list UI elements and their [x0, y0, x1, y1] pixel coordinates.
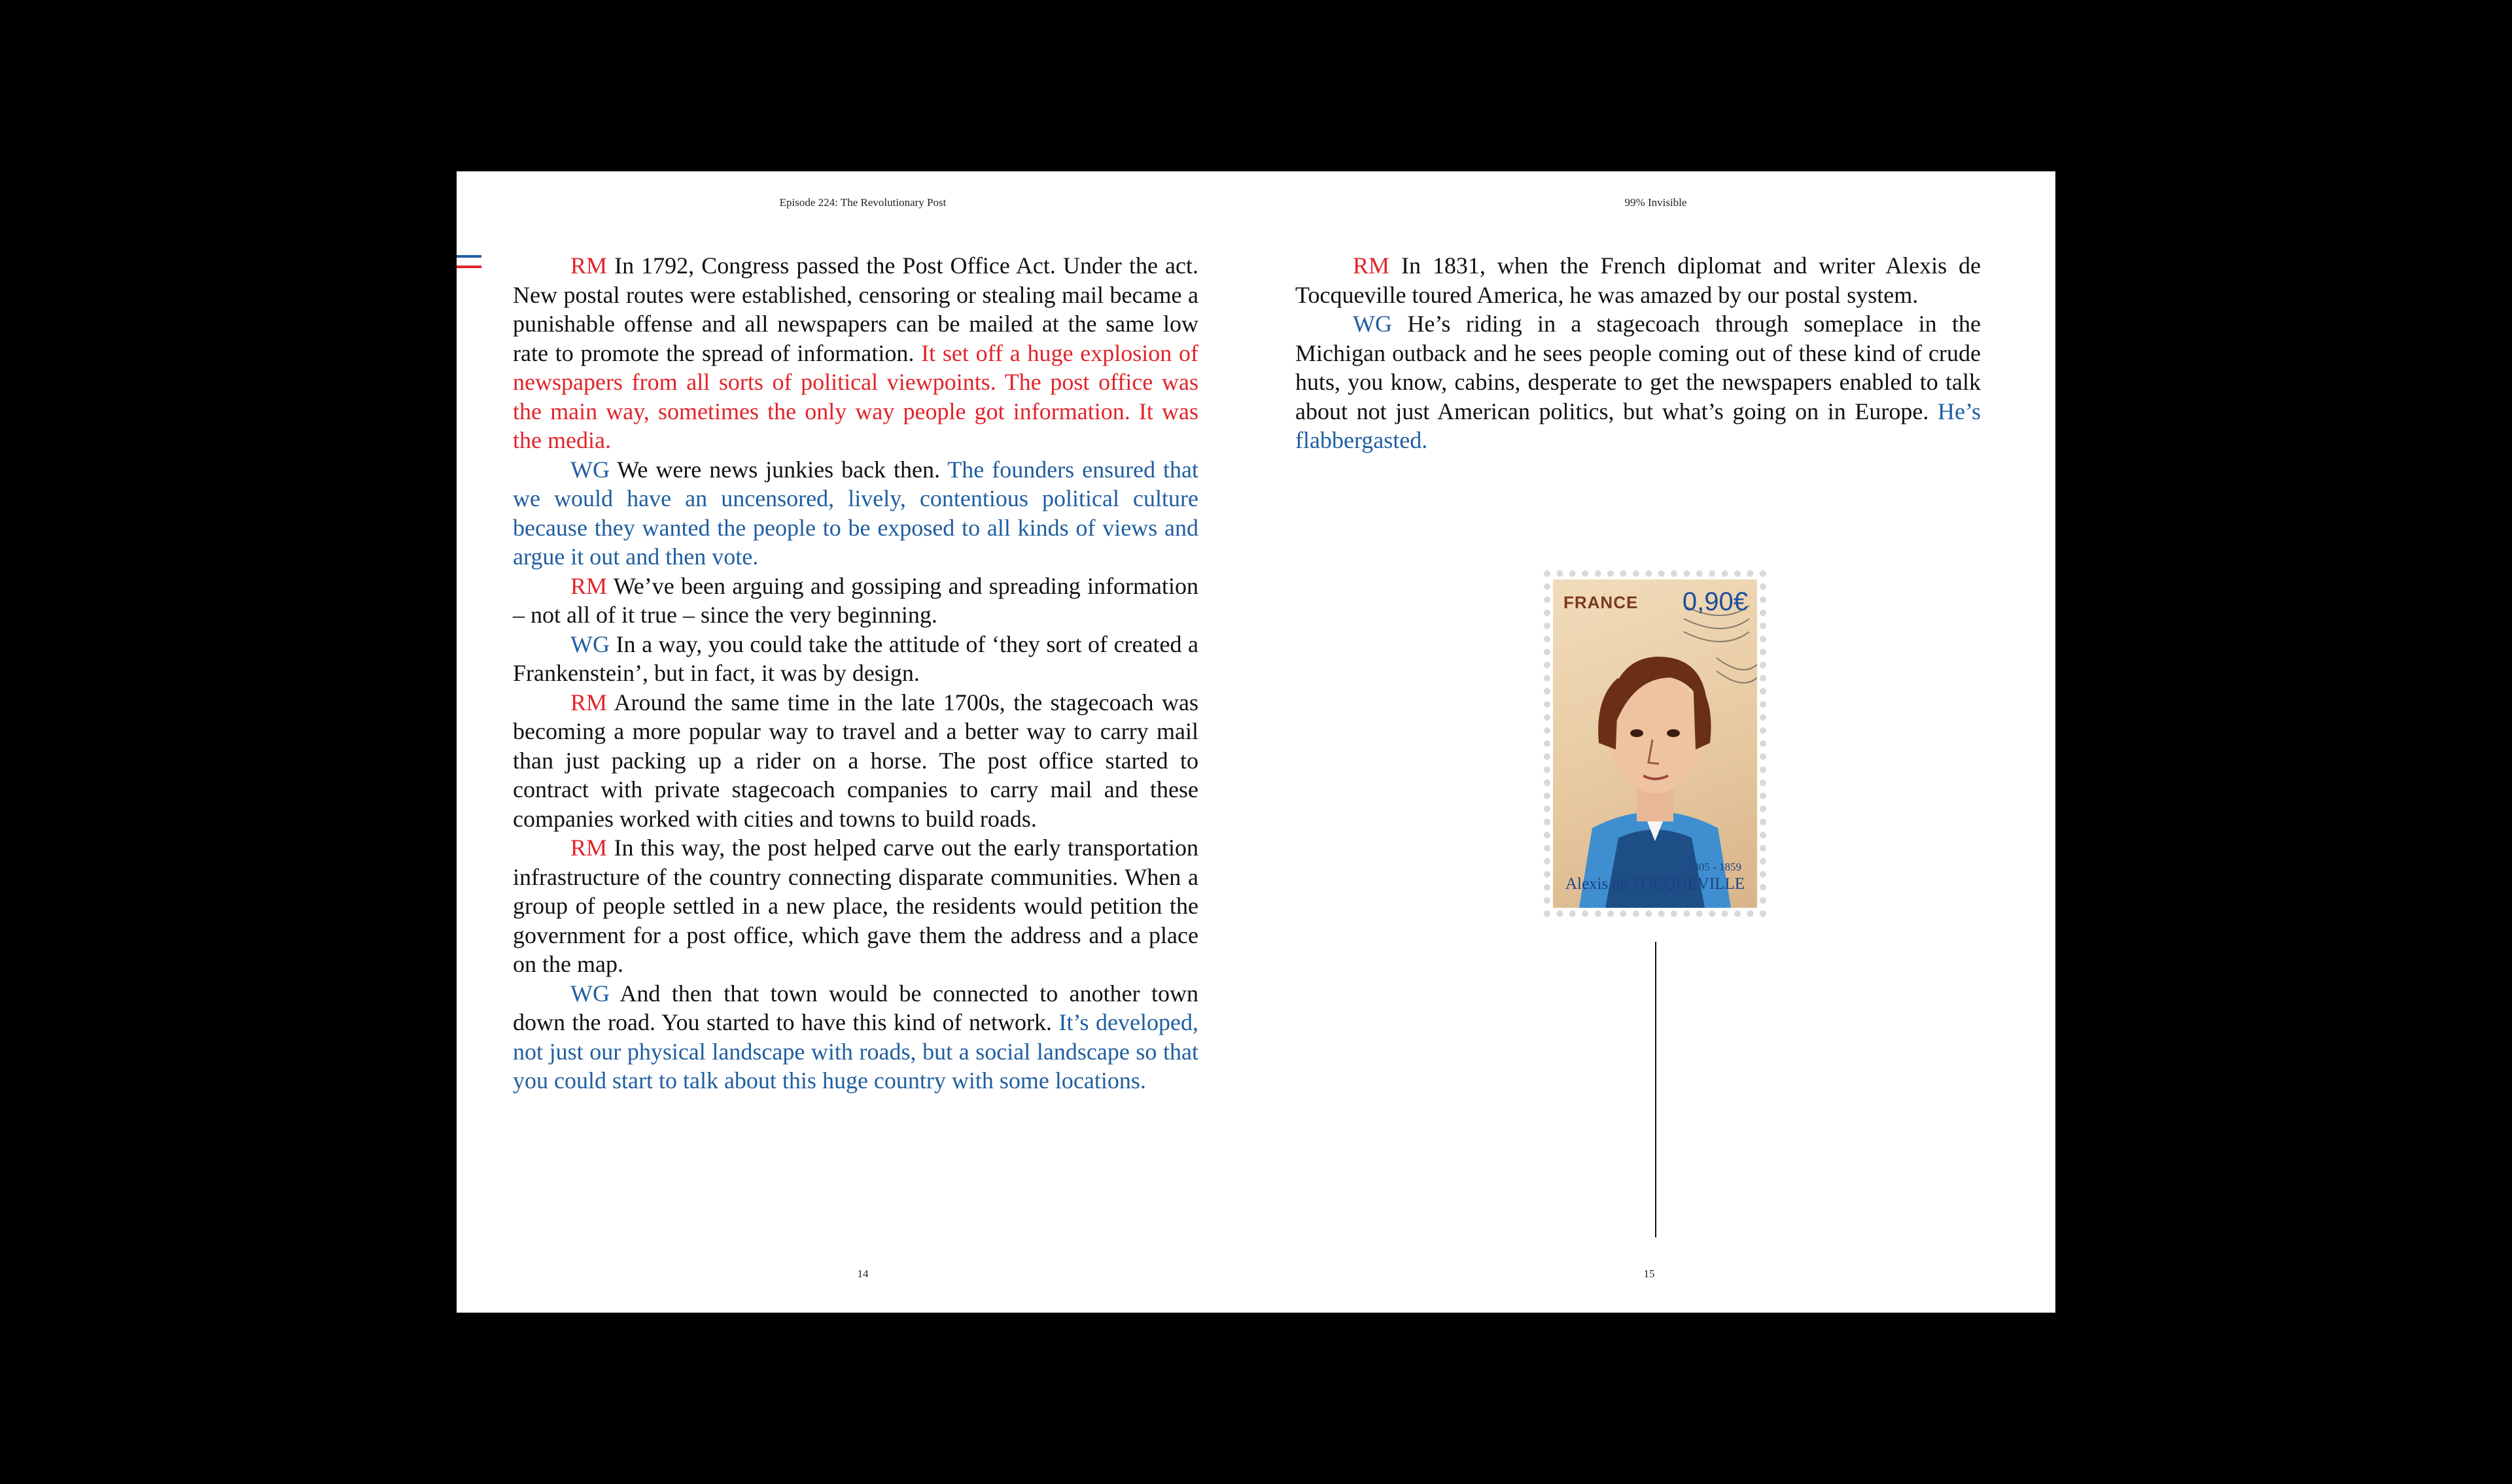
paragraph [513, 455, 1198, 572]
running-head-left: Episode 224: The Revolutionary Post [779, 196, 947, 209]
stamp-country: FRANCE [1563, 593, 1639, 612]
paragraph [513, 688, 1198, 834]
postage-stamp [1544, 570, 1766, 917]
paragraph [513, 572, 1198, 630]
flag-icon [457, 255, 481, 269]
speaker-label: WG [570, 630, 610, 657]
stamp-value: 0,90€ [1682, 587, 1748, 616]
highlighted-quote: The founders ensured that we would have an uncensored, lively, contentious political culture because they wanted the people to be exposed to all kinds of views and argue it out and then vote. [513, 456, 1199, 570]
stamp-perforation [1544, 570, 1766, 917]
speaker-label: RM [570, 572, 608, 599]
stamp-name: Alexis de TOCQUEVILLE [1565, 875, 1745, 893]
speaker-label: WG [570, 980, 610, 1007]
speaker-label: WG [570, 456, 610, 483]
paragraph [513, 251, 1198, 455]
paragraph-text: In a way, you could take the attitude of ‘they sort of created a Frankenstein’, but in fact, it was by design. [513, 630, 1199, 686]
page-number-right: 15 [1643, 1268, 1655, 1280]
highlighted-quote: It’s developed, not just our physical landscape with roads, but a social landscape so that you could start to talk about this huge country with some locations. [513, 1009, 1198, 1094]
paragraph-text: He’s riding in a stagecoach through someplace in the Michigan outback and he sees people coming out of these kind of crude huts, you know, cabins, desperate to get the newspapers enabled to talk about not just American politics, but what’s going on in Europe. [1295, 311, 1981, 424]
right-page [1256, 171, 2055, 1313]
highlighted-quote: He’s flabbergasted. [1295, 398, 1981, 453]
speaker-label: RM [1353, 252, 1390, 279]
book-spread [457, 171, 2055, 1313]
paragraph-text: In 1831, when the French diplomat and writer Alexis de Tocqueville toured America, he was amazed by our postal system. [1295, 252, 1981, 308]
speaker-label: RM [570, 835, 608, 861]
paragraph-text: We were news junkies back then. [617, 456, 940, 483]
paragraph-text: In this way, the post helped carve out the early transportation infrastructure of the country connecting disparate communities. When a group of people settled in a new place, the residents would petition the government for a post office, which gave them the address and a place on the map. [513, 835, 1199, 977]
stamp-years: 1805 - 1859 [1687, 861, 1741, 873]
paragraph-text: In 1792, Congress passed the Post Office Act. Under the act. New postal routes were established, censoring or stealing mail became a punishable offense and all newspapers can be mailed at the same low rate to promote the spread of information. [513, 252, 1199, 366]
highlighted-quote: It set off a huge explosion of newspapers from all sorts of political viewpoints. The post office was the main way, sometimes the only way people got information. It was the media. [513, 339, 1199, 453]
paragraph [1295, 309, 1981, 455]
paragraph [513, 979, 1198, 1096]
paragraph-text: And then that town would be connected to another town down the road. You started to have this kind of network. [513, 980, 1198, 1035]
running-head-right: 99% Invisible [1624, 196, 1687, 209]
left-text-column [513, 251, 1198, 1096]
right-text-column [1295, 251, 1981, 455]
vertical-rule [1655, 942, 1656, 1237]
speaker-label: RM [570, 689, 608, 716]
page-number-left: 14 [857, 1268, 869, 1280]
paragraph [513, 630, 1198, 688]
paragraph-text: We’ve been arguing and gossiping and spreading information – not all of it true – since the very beginning. [513, 572, 1198, 628]
speaker-label: RM [570, 252, 608, 279]
speaker-label: WG [1353, 311, 1392, 337]
paragraph [1295, 251, 1981, 309]
left-page [457, 171, 1256, 1313]
paragraph [513, 833, 1198, 979]
paragraph-text: Around the same time in the late 1700s, the stagecoach was becoming a more popular way to travel and a better way to carry mail than just packing up a rider on a horse. The post office started to contract with private stagecoach companies to carry mail and these companies worked with cities and towns to build roads. [513, 689, 1199, 832]
